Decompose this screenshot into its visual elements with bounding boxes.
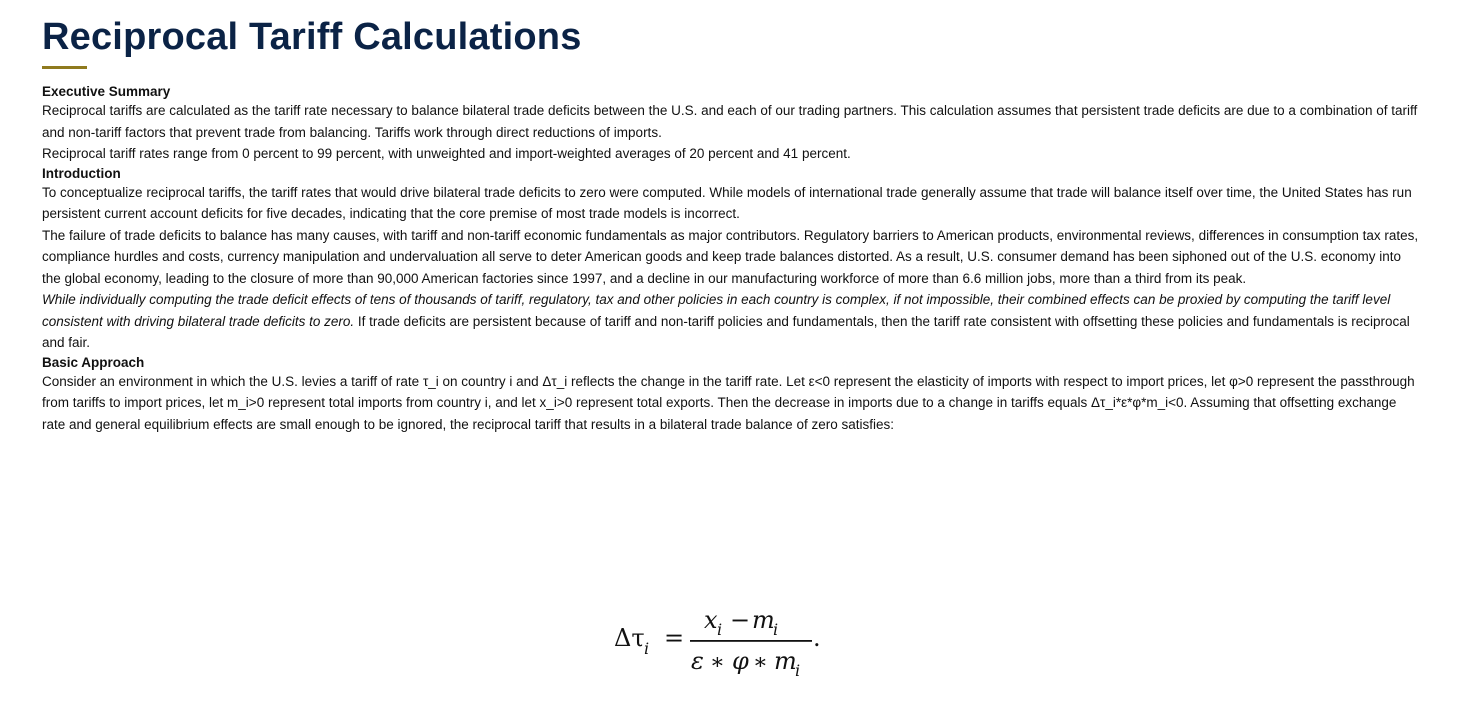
section-heading-introduction: Introduction — [42, 165, 121, 181]
paragraph-executive-summary-1: Reciprocal tariffs are calculated as the tariff rate necessary to balance bilateral trade deficits between the U.S. and each of our trading partners. This calculation assumes that persistent trade deficits are due to a combination of tariff and non-tariff factors that prevent trade from balancing. Tariffs work through direct reductions of imports. — [42, 103, 1418, 140]
formula-denominator-star-2: ∗ — [753, 650, 768, 675]
paragraph-introduction-3 — [42, 289, 1420, 354]
reciprocal-tariff-formula — [614, 602, 844, 682]
document-page — [42, 0, 1420, 435]
paragraph-basic-approach-1: Consider an environment in which the U.S. levies a tariff of rate τ_i on country i and Δτ_i reflects the change in the tariff rate. Let ε<0 represent the elasticity of imports with respect to import prices, let φ>0 represent the passthrough from tariffs to import prices, let m_i>0 represent total imports from country i, and let x_i>0 represent total exports. Then the decrease in imports due to a change in tariffs equals Δτ_i*ε*φ*m_i<0. Assuming that offsetting exchange rate and general equilibrium effects are small enough to be ignored, the reciprocal tariff that results in a bilateral trade balance of zero satisfies: — [42, 373, 1415, 432]
section-heading-executive-summary: Executive Summary — [42, 84, 171, 99]
paragraph-introduction-2: The failure of trade deficits to balance has many causes, with tariff and non-tariff economic fundamentals as major contributors. Regulatory barriers to American products, environmental reviews, differences in consumption tax rates, compliance hurdles and costs, currency manipulation and undervaluation all serve to deter American goods and keep trade balances distorted. As a result, U.S. consumer demand has been siphoned out of the U.S. economy into the global economy, leading to the closure of more than 90,000 American factories since 1997, and a decline in our manufacturing workforce of more than 6.6 million jobs, more than a third from its peak. — [42, 227, 1419, 286]
formula-numerator-x: x — [704, 606, 718, 634]
title-underline-rule — [42, 66, 87, 69]
paragraph-introduction-3-rest: If trade deficits are persistent because of tariff and non-tariff policies and fundamentals, then the tariff rate consistent with offsetting these policies and fundamentals is reciprocal and fair. — [42, 313, 1410, 350]
formula-denominator-star-1: ∗ — [710, 650, 725, 675]
formula-lhs-delta-tau: Δτ — [614, 624, 645, 652]
section-heading-basic-approach: Basic Approach — [42, 354, 145, 370]
paragraph-executive-summary-2: Reciprocal tariff rates range from 0 percent to 99 percent, with unweighted and import-weighted averages of 20 percent and 41 percent. — [42, 146, 851, 161]
formula-numerator-m: m — [752, 606, 775, 634]
formula-denominator-phi: φ — [732, 647, 749, 675]
page-title: Reciprocal Tariff Calculations — [42, 16, 582, 58]
formula-denominator-epsilon: ε — [691, 647, 704, 675]
formula-numerator-x-subscript: i — [717, 620, 723, 639]
formula-numerator-minus: − — [730, 606, 751, 634]
paragraph-introduction-3-italic: While individually computing the trade deficit effects of tens of thousands of tariff, regulatory, tax and other policies in each country is complex, if not impossible, their combined effects can be proxied by computing the tariff level consistent with driving bilateral trade deficits to zero. — [42, 292, 1391, 329]
formula-denominator-m: m — [774, 647, 797, 675]
formula-equals-sign: = — [664, 624, 685, 652]
formula-numerator-m-subscript: i — [773, 620, 779, 639]
formula-period: . — [813, 624, 821, 652]
paragraph-introduction-1: To conceptualize reciprocal tariffs, the tariff rates that would drive bilateral trade deficits to zero were computed. While models of international trade generally assume that trade will balance itself over time, the United States has run persistent current account deficits for five decades, indicating that the core premise of most trade models is incorrect. — [42, 184, 1412, 221]
formula-fraction-bar — [690, 640, 812, 642]
formula-denominator-m-subscript: i — [795, 661, 801, 680]
formula-lhs-subscript: i — [644, 639, 650, 658]
